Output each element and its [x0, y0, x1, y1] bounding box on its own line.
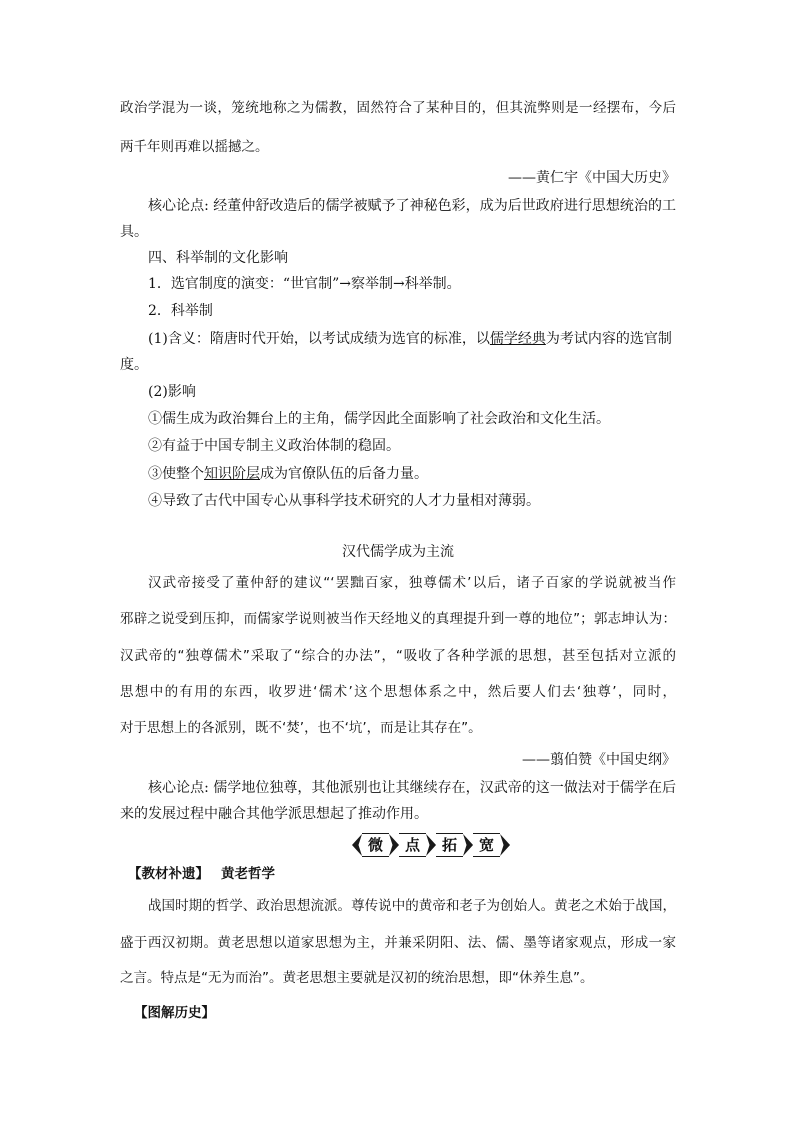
section-banner — [352, 833, 510, 857]
chevron-right-icon — [463, 834, 473, 856]
definition-line — [148, 329, 676, 349]
illustrated-history-label: 【图解历史】 — [134, 1005, 215, 1021]
paragraph-line: 邪辟之说受到压抑，而儒家学说则被当作天经地义的真理提升到一尊的地位”；郭志坤认为： — [120, 611, 676, 627]
banner-char: 点 — [399, 833, 426, 857]
chevron-left-icon — [352, 834, 362, 856]
chevron-right-icon — [389, 834, 399, 856]
underlined-term: 知识阶层 — [204, 466, 260, 482]
impact-text: ③使整个 — [148, 466, 204, 482]
list-item: 1．选官制度的演变：“世官制”→察举制→科举制。 — [148, 276, 461, 292]
impact-text: 成为官僚队伍的后备力量。 — [260, 466, 428, 482]
block-title: 汉代儒学成为主流 — [342, 544, 454, 560]
definition-line: 度。 — [120, 357, 148, 373]
impact-item: ④导致了古代中国专心从事科学技术研究的人才力量相对薄弱。 — [148, 493, 540, 509]
paragraph-line: 思想中的有用的东西，收罗进‘儒术’这个思想体系之中，然后要人们去‘独尊’，同时， — [120, 684, 676, 700]
impact-item: ②有益于中国专制主义政治体制的稳固。 — [148, 438, 400, 454]
impact-item: ①儒生成为政治舞台上的主角，儒学因此全面影响了社会政治和文化生活。 — [148, 411, 610, 427]
core-point-line: 核心论点: 儒学地位独尊，其他派别也让其继续存在，汉武帝的这一做法对于儒学在后 — [148, 780, 676, 796]
quote-source: ——黄仁宇《中国大历史》 — [508, 170, 676, 186]
paragraph-line: 汉武帝的“独尊儒术”采取了“综合的办法”，“吸收了各种学派的思想，甚至包括对立派的 — [120, 648, 676, 664]
chevron-right-icon — [500, 834, 510, 856]
core-point-line: 来的发展过程中融合其他学派思想起了推动作用。 — [120, 806, 428, 822]
paragraph-line: 之言。特点是“无为而治”。黄老思想主要就是汉初的统治思想，即“休养生息”。 — [120, 970, 594, 986]
underlined-term: 儒学经典 — [489, 331, 546, 347]
paragraph-line: 两千年则再难以摇撼之。 — [120, 139, 269, 155]
definition-text: 为考试内容的选官制 — [545, 331, 672, 347]
list-item: 2．科举制 — [148, 303, 213, 319]
supplement-label-line — [128, 864, 684, 884]
impact-item — [148, 464, 676, 484]
core-point-line: 核心论点: 经董仲舒改造后的儒学被赋予了神秘色彩，成为后世政府进行思想统治的工 — [148, 198, 676, 214]
banner-char: 拓 — [436, 833, 463, 857]
quote-source: ——翦伯赞《中国史纲》 — [522, 752, 676, 768]
paragraph-line: 战国时期的哲学、政治思想流派。尊传说中的黄帝和老子为创始人。黄老之术始于战国， — [148, 898, 676, 914]
chevron-right-icon — [426, 834, 436, 856]
paragraph-line: 盛于西汉初期。黄老思想以道家思想为主，并兼采阴阳、法、儒、墨等诸家观点，形成一家 — [120, 935, 676, 951]
subsection-heading: (2)影响 — [148, 384, 196, 400]
core-point-line: 具。 — [120, 224, 148, 240]
paragraph-line: 政治学混为一谈，笼统地称之为儒教，固然符合了某种目的，但其流弊则是一经摆布，今后 — [120, 100, 676, 116]
supplement-label: 【教材补遗】 — [128, 866, 209, 882]
section-heading: 四、科举制的文化影响 — [148, 250, 288, 266]
supplement-title: 黄老哲学 — [221, 866, 275, 882]
banner-char: 宽 — [473, 833, 500, 857]
banner-char: 微 — [362, 833, 389, 857]
definition-text: (1)含义：隋唐时代开始，以考试成绩为选官的标准，以 — [148, 331, 490, 347]
paragraph-line: 对于思想上的各派别，既不‘焚’，也不‘坑’，而是让其存在”。 — [120, 720, 482, 736]
paragraph-line: 汉武帝接受了董仲舒的建议“‘罢黜百家，独尊儒术’以后，诸子百家的学说就被当作 — [148, 575, 676, 591]
